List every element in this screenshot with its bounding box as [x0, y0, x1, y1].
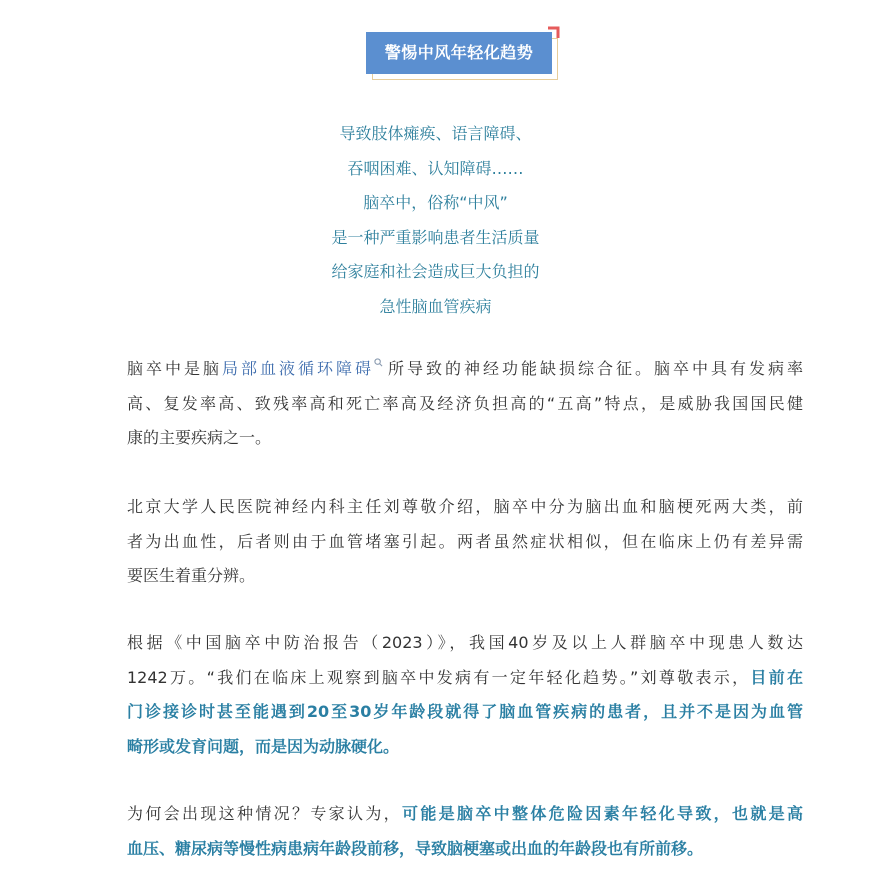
intro-line: 急性脑血管疾病 [379, 296, 492, 316]
section-title: 警惕中风年轻化趋势 [366, 32, 552, 74]
paragraph-line: 高、复发率高、致残率高和死亡率高及经济负担高的“五高”特点，是威胁我国国民健 [127, 393, 803, 413]
paragraph-line: 要医生着重分辨。 [127, 566, 256, 585]
corner-accent-icon [548, 24, 562, 38]
paragraph-4 [127, 797, 803, 866]
text-span: 为何会出现这种情况？专家认为， [127, 804, 402, 823]
text-span: 1242万。“我们在临床上观察到脑卒中发病有一定年轻化趋势。”刘尊敬表示， [127, 667, 751, 687]
highlight-line: 血压、糖尿病等慢性病患病年龄段前移，导致脑梗塞或出血的年龄段也有所前移。 [127, 838, 704, 858]
highlight-text: 可能是脑卒中整体危险因素年轻化导致，也就是高 [402, 804, 803, 823]
intro-block [0, 117, 871, 324]
intro-line: 导致肢体瘫痪、语言障碍、 [339, 124, 532, 143]
highlight-text: 目前在 [750, 667, 803, 687]
paragraph-line: 康的主要疾病之一。 [127, 428, 272, 447]
text-span: 脑卒中是脑 [127, 359, 222, 378]
highlight-line: 门诊接诊时甚至能遇到20至30岁年龄段就得了脑血管疾病的患者，且并不是因为血管 [127, 702, 803, 721]
intro-line: 吞咽困难、认知障碍…… [347, 158, 524, 178]
paragraph-line [127, 797, 803, 832]
search-icon[interactable] [374, 358, 383, 367]
title-badge [366, 32, 566, 84]
paragraph-line [127, 352, 803, 387]
paragraph-line: 者为出血性，后者则由于血管堵塞引起。两者虽然症状相似，但在临床上仍有差异需 [127, 531, 803, 551]
paragraph-line: 北京大学人民医院神经内科主任刘尊敬介绍，脑卒中分为脑出血和脑梗死两大类，前 [127, 497, 803, 516]
paragraph-line: 根据《中国脑卒中防治报告（2023）》，我国40岁及以上人群脑卒中现患人数达 [127, 633, 803, 652]
intro-line: 是一种严重影响患者生活质量 [331, 227, 540, 247]
paragraph-3 [127, 626, 803, 764]
intro-line: 给家庭和社会造成巨大负担的 [331, 262, 540, 281]
paragraph-2 [127, 490, 803, 594]
term-link[interactable]: 局部血液循环障碍 [222, 359, 374, 378]
text-span: 所导致的神经功能缺损综合征。脑卒中具有发病率 [385, 359, 803, 378]
paragraph-line [127, 661, 803, 696]
highlight-line: 畸形或发育问题，而是因为动脉硬化。 [127, 736, 400, 756]
paragraph-1 [127, 352, 803, 456]
intro-line: 脑卒中，俗称“中风” [363, 193, 508, 212]
